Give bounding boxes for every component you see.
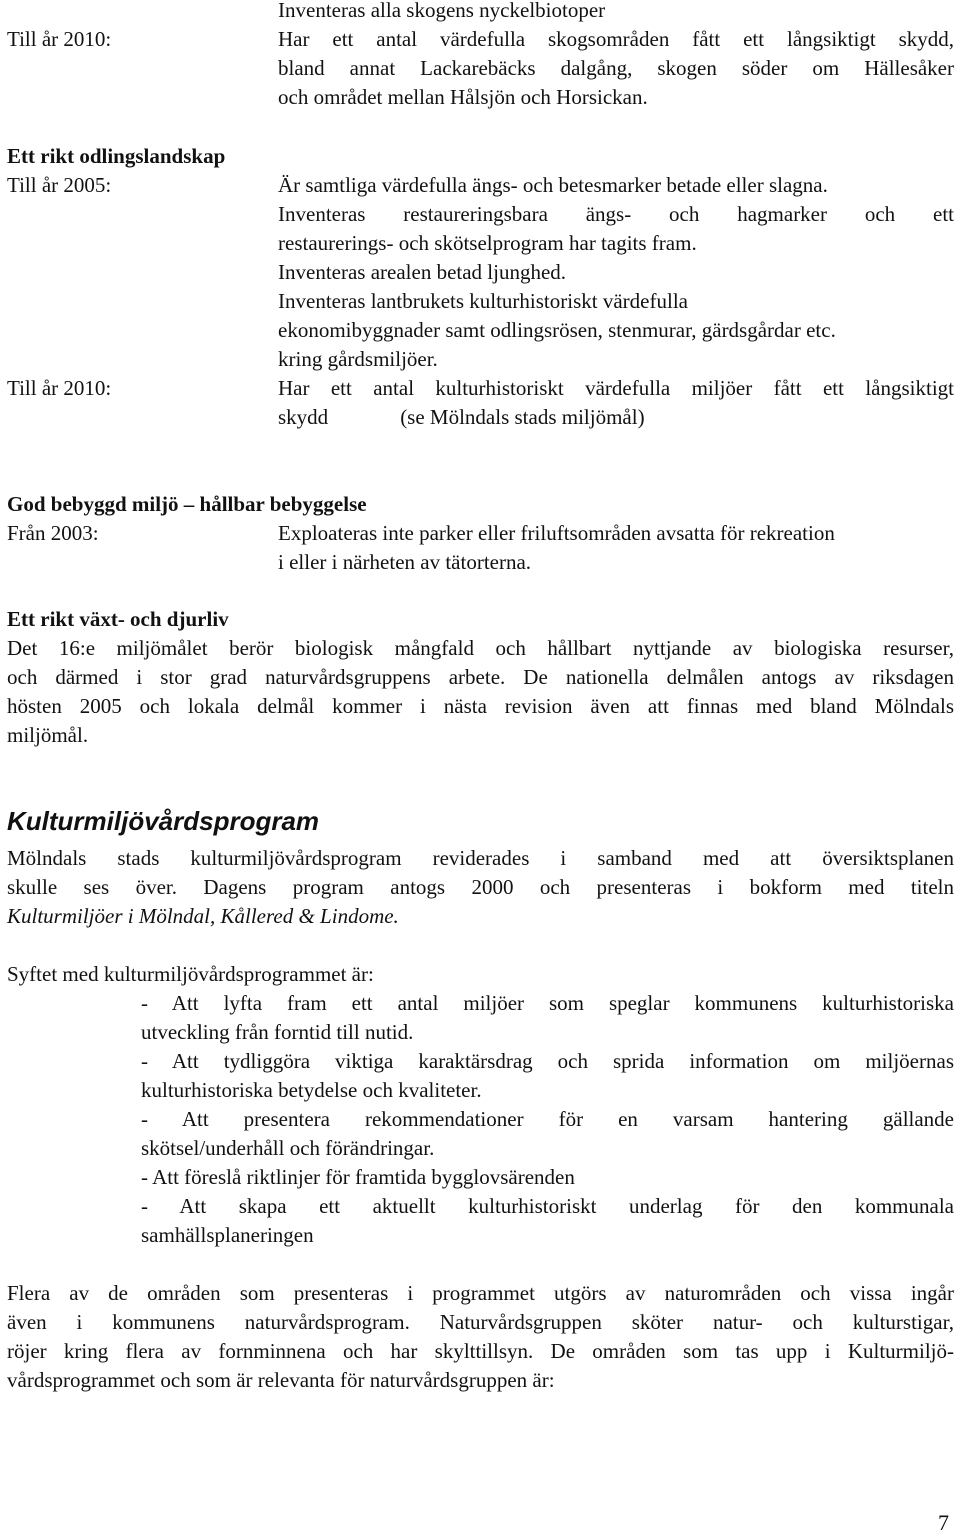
label-2003: Från 2003: [7,521,99,545]
bullet-line: - Att presentera rekommendationer för en varsam hantering gällande [141,1107,954,1131]
text-line: Har ett antal värdefulla skogsområden fått ett långsiktigt skydd, [278,27,954,51]
bullet-line: - Att lyfta fram ett antal miljöer som speglar kommunens kulturhistoriska [141,991,954,1015]
purpose-intro: Syftet med kulturmiljövårdsprogrammet är: [7,962,374,986]
bullet-line: kulturhistoriska betydelse och kvaliteter. [141,1078,482,1102]
label-2005: Till år 2005: [7,173,112,197]
text-line: bland annat Lackarebäcks dalgång, skogen söder om Hällesåker [278,56,954,80]
bullet-line: - Att föreslå riktlinjer för framtida bygglovsärenden [141,1165,575,1189]
bullet-line: samhällsplaneringen [141,1223,314,1247]
paragraph-line: Det 16:e miljömålet berör biologisk mångfald och hållbart nyttjande av biologiska resurser, [7,636,954,660]
text-line: Inventeras alla skogens nyckelbiotoper [278,0,606,22]
bullet-line: - Att tydliggöra viktiga karaktärsdrag och sprida information om miljöernas [141,1049,954,1073]
text-line: ekonomibyggnader samt odlingsrösen, stenmurar, gärdsgårdar etc. [278,318,836,342]
paragraph-line: Flera av de områden som presenteras i programmet utgörs av naturområden och vissa ingår [7,1281,954,1305]
label-2010-culture: Till år 2010: [7,376,112,400]
text-line: Är samtliga värdefulla ängs- och betesmarker betade eller slagna. [278,173,828,197]
bullet-line: utveckling från forntid till nutid. [141,1020,414,1044]
paragraph-line: miljömål. [7,723,89,747]
paragraph-line: och därmed i stor grad naturvårdsgruppens arbete. De nationella delmålen antogs av riksdagen [7,665,954,689]
section-heading-kulturmiljo: Kulturmiljövårdsprogram [7,806,320,836]
section-heading: God bebyggd miljö – hållbar bebyggelse [7,492,367,516]
text-fragment: skydd [278,405,329,429]
bullet-line: - Att skapa ett aktuellt kulturhistoriskt underlag för den kommunala [141,1194,954,1218]
paragraph-line: skulle ses över. Dagens program antogs 2000 och presenteras i bokform med titeln [7,875,954,899]
bullet-line: skötsel/underhåll och förändringar. [141,1136,435,1160]
text-line: restaurerings- och skötselprogram har tagits fram. [278,231,697,255]
paragraph-line: hösten 2005 och lokala delmål kommer i nästa revision även att finnas med bland Mölndals [7,694,954,718]
text-line: Inventeras restaureringsbara ängs- och hagmarker och ett [278,202,954,226]
text-line: kring gårdsmiljöer. [278,347,438,371]
text-line: Inventeras lantbrukets kulturhistoriskt värdefulla [278,289,688,313]
section-heading: Ett rikt odlingslandskap [7,144,226,168]
text-fragment: (se Mölndals stads miljömål) [400,405,645,429]
section-heading: Ett rikt växt- och djurliv [7,607,229,631]
text-line: Inventeras arealen betad ljunghed. [278,260,567,284]
paragraph-line: även i kommunens naturvårdsprogram. Naturvårdsgruppen sköter natur- och kulturstigar, [7,1310,954,1334]
paragraph-line: röjer kring flera av fornminnena och har skylttillsyn. De områden som tas upp i Kulturmiljö- [7,1339,954,1363]
page-number: 7 [938,1510,949,1535]
text-line: Exploateras inte parker eller friluftsområden avsatta för rekreation [278,521,835,545]
paragraph-line: vårdsprogrammet och som är relevanta för naturvårdsgruppen är: [7,1368,555,1392]
text-line: Har ett antal kulturhistoriskt värdefulla miljöer fått ett långsiktigt [278,376,954,400]
paragraph-line: Mölndals stads kulturmiljövårdsprogram reviderades i samband med att översiktsplanen [7,846,954,870]
label-2010-forest: Till år 2010: [7,27,112,51]
text-line: och området mellan Hålsjön och Horsickan. [278,85,648,109]
text-line: i eller i närheten av tätorterna. [278,550,532,574]
book-title: Kulturmiljöer i Mölndal, Kållered & Lindome. [7,904,399,928]
text-line [278,403,645,432]
